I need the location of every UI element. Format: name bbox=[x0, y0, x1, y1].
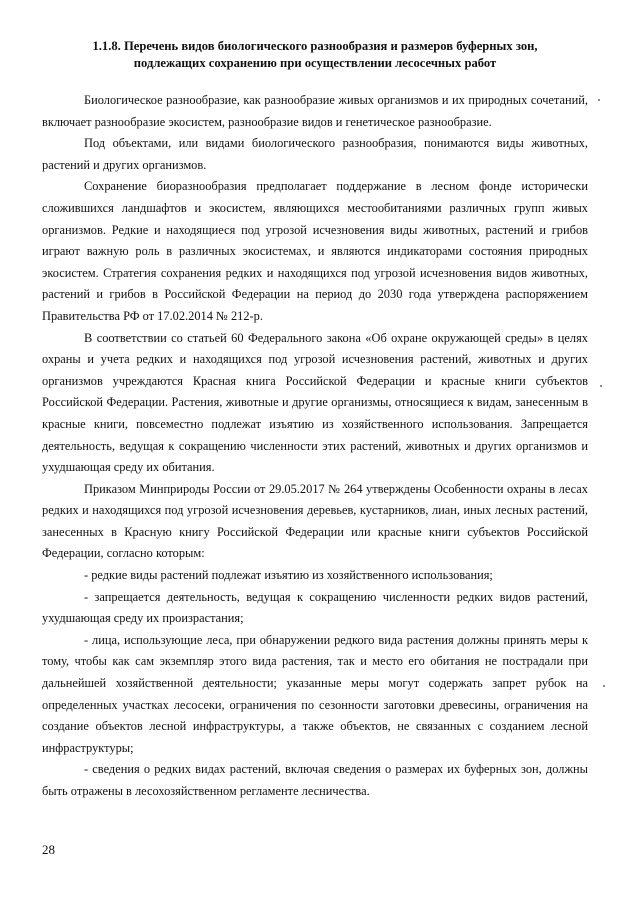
list-item: - запрещается деятельность, ведущая к сокращению численности редких видов растений, ухудшающая среду их произрастания; bbox=[42, 589, 588, 626]
list-item: - сведения о редких видах растений, включая сведения о размерах их буферных зон, должны быть отражены в лесохозяйственном регламенте лесничества. bbox=[42, 762, 588, 798]
heading-line-2: подлежащих сохранению при осуществлении лесосечных работ bbox=[133, 56, 497, 70]
section-heading bbox=[42, 38, 588, 72]
paragraph: Приказом Минприроды России от 29.05.2017 № 264 утверждены Особенности охраны в лесах редких и находящихся под угрозой исчезновения деревьев, кустарников, лиан, иных лесных растений, занесенных в Красную книгу Российской Федерации или красные книги субъектов Российской Федерации, согласно которым: bbox=[42, 481, 588, 561]
paragraph: Биологическое разнообразие, как разнообразие живых организмов и их природных сочетаний, включает разнообразие экосистем, разнообразие видов и генетическое разнообразие. bbox=[42, 93, 588, 129]
list-item: - лица, использующие леса, при обнаружении редкого вида растения должны принять меры к тому, чтобы как сам экземпляр этого вида растения, так и место его обитания не пострадали при дальнейшей хозяйственной деятельности; указанные меры могут содержать запрет рубок на определенных участках лесосеки, ограничения по сезонности заготовки древесины, ограничения на создание объектов лесной инфраструктуры, а также объектов, не связанных с созданием лесной инфраструктуры; bbox=[42, 632, 588, 755]
paragraph: В соответствии со статьей 60 Федерального закона «Об охране окружающей среды» в целях охраны и учета редких и находящихся под угрозой исчезновения растений, животных и других организмов учреждаются Красная книга Российской Федерации и красные книги субъектов Российской Федерации. Растения, животные и другие организмы, относящиеся к видам, занесенным в красные книги, повсеместно подлежат изъятию из хозяйственного использования. Запрещается деятельность, ведущая к сокращению численности этих растений, животных и других организмов и ухудшающая среду их обитания. bbox=[42, 330, 588, 475]
scan-speck bbox=[598, 99, 600, 101]
page-number: 28 bbox=[42, 842, 55, 857]
document-page bbox=[42, 38, 588, 803]
paragraph: Под объектами, или видами биологического разнообразия, понимаются виды животных, растений и других организмов. bbox=[42, 136, 588, 172]
paragraph: Сохранение биоразнообразия предполагает поддержание в лесном фонде исторически сложившихся ландшафтов и экосистем, являющихся местообитаниями различных групп живых организмов. Редкие и находящиеся под угрозой исчезновения виды животных, растений и грибов играют важную роль в различных экосистемах, и являются индикаторами состояния природных экосистем. Стратегия сохранения редких и находящихся под угрозой исчезновения видов животных, растений и грибов в Российской Федерации на период до 2030 года утверждена распоряжением Правительства РФ от 17.02.2014 № 212-р. bbox=[42, 179, 588, 323]
scan-speck bbox=[603, 685, 605, 687]
heading-line-1: 1.1.8. Перечень видов биологического разнообразия и размеров буферных зон, bbox=[92, 39, 538, 53]
scan-speck bbox=[600, 385, 602, 387]
list-item: - редкие виды растений подлежат изъятию из хозяйственного использования; bbox=[84, 568, 493, 583]
